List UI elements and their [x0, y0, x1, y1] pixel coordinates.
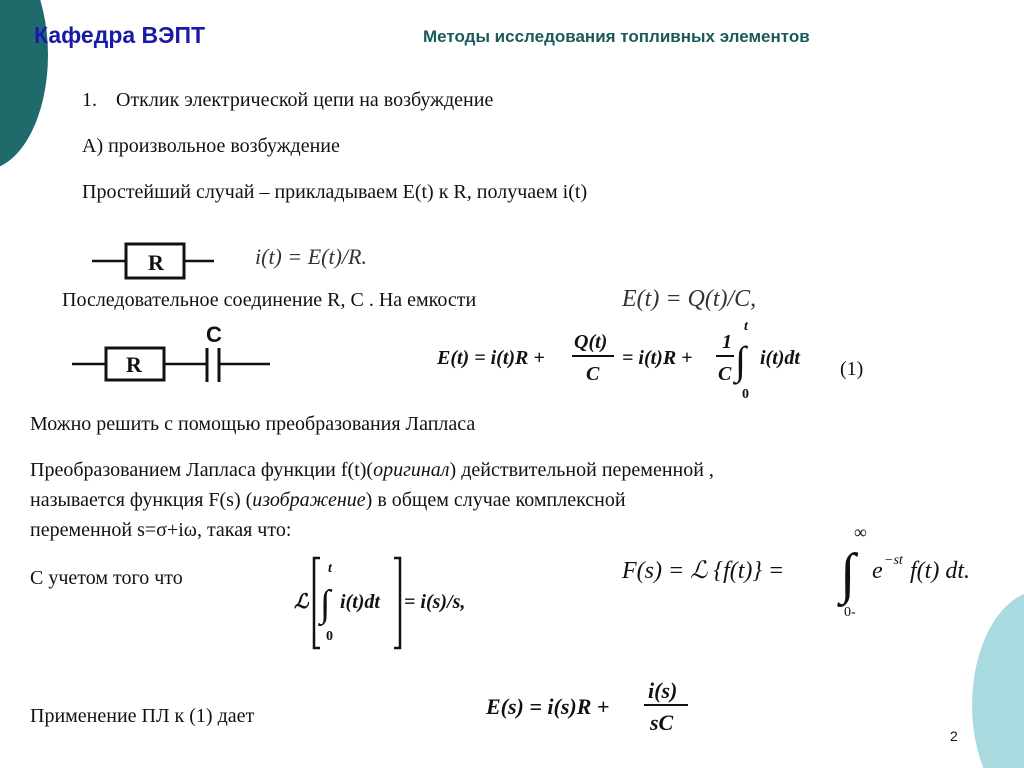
series-connection-text: Последовательное соединение R, C . На емкости	[62, 289, 477, 311]
final-equation	[484, 674, 704, 744]
equation-1	[432, 316, 822, 406]
capacitor-label: C	[206, 322, 222, 347]
apply-laplace-text: Применение ПЛ к (1) дает	[30, 705, 255, 727]
laplace-integral-integrand: i(t)dt	[340, 591, 380, 613]
eq1-lhs: E(t) = i(t)R +	[437, 347, 545, 369]
laplace-def-integrand: e	[872, 558, 883, 584]
given-that-text: С учетом того что	[30, 567, 183, 589]
laplace-integral-rhs: = i(s)/s,	[404, 591, 466, 613]
laplace-def-rest: f(t) dt.	[910, 558, 970, 584]
final-eq-denominator: sC	[650, 710, 674, 735]
definition-line-1-b: ) действительной переменной ,	[449, 459, 714, 481]
laplace-def-upper-limit: ∞	[854, 522, 867, 542]
simplest-case-text: Простейший случай – прикладываем E(t) к R, получаем i(t)	[82, 181, 588, 203]
final-eq-lhs: E(s) = i(s)R +	[486, 694, 610, 719]
definition-line-2-a: называется функция F(s) (	[30, 489, 253, 511]
original-term: оригинал	[373, 459, 450, 481]
eq1-lower-limit: 0	[742, 387, 749, 402]
laplace-intro-text: Можно решить с помощью преобразования Лапласа	[30, 413, 476, 435]
eq1-middle: = i(t)R +	[622, 347, 693, 369]
ohm-law-formula: i(t) = E(t)/R.	[255, 244, 367, 269]
eq1-integrand: i(t)dt	[760, 347, 800, 369]
item-1-number: 1.	[82, 89, 97, 111]
laplace-def-lower-limit: 0-	[844, 605, 856, 620]
resistor-label: R	[148, 250, 164, 275]
definition-line-1-a: Преобразованием Лапласа функции f(t)(	[30, 459, 374, 481]
laplace-def-lhs: F(s) = ℒ {f(t)} =	[622, 558, 785, 584]
rc-circuit-diagram	[70, 322, 280, 384]
svg-text:∫: ∫	[735, 338, 746, 383]
laplace-definition-formula	[618, 522, 1008, 622]
equation-1-number: (1)	[840, 358, 864, 380]
eq1-coef-denominator: C	[718, 363, 732, 385]
department-title: Кафедра ВЭПТ	[34, 22, 206, 48]
item-1-text: Отклик электрической цепи на возбуждение	[116, 89, 494, 111]
capacitor-formula: E(t) = Q(t)/C,	[622, 286, 757, 312]
page-number: 2	[950, 728, 958, 744]
resistor-2-label: R	[126, 352, 142, 377]
subheading-a: А) произвольное возбуждение	[82, 135, 340, 157]
laplace-integral-upper: t	[328, 561, 332, 576]
definition-line-1	[30, 458, 714, 482]
course-title: Методы исследования топливных элементов	[423, 27, 810, 46]
definition-line-3: переменной s=σ+iω, такая что:	[30, 519, 292, 541]
svg-text:∫: ∫	[320, 583, 331, 625]
eq1-upper-limit: t	[744, 319, 748, 334]
image-term: изображение	[252, 489, 366, 511]
laplace-integral-formula	[290, 550, 510, 654]
eq1-coef-numerator: 1	[722, 331, 732, 353]
laplace-operator: ℒ	[294, 591, 309, 613]
definition-line-2	[30, 488, 626, 512]
final-eq-numerator: i(s)	[648, 678, 678, 703]
laplace-def-exponent: −st	[884, 553, 903, 568]
laplace-integral-lower: 0	[326, 629, 333, 644]
eq1-fraction-numerator: Q(t)	[574, 331, 608, 353]
eq1-fraction-denominator: C	[586, 363, 600, 385]
item-1	[82, 88, 493, 112]
resistor-circuit-diagram	[90, 238, 220, 282]
definition-line-2-b: ) в общем случае комплексной	[365, 489, 626, 511]
svg-text:∫: ∫	[840, 543, 856, 605]
